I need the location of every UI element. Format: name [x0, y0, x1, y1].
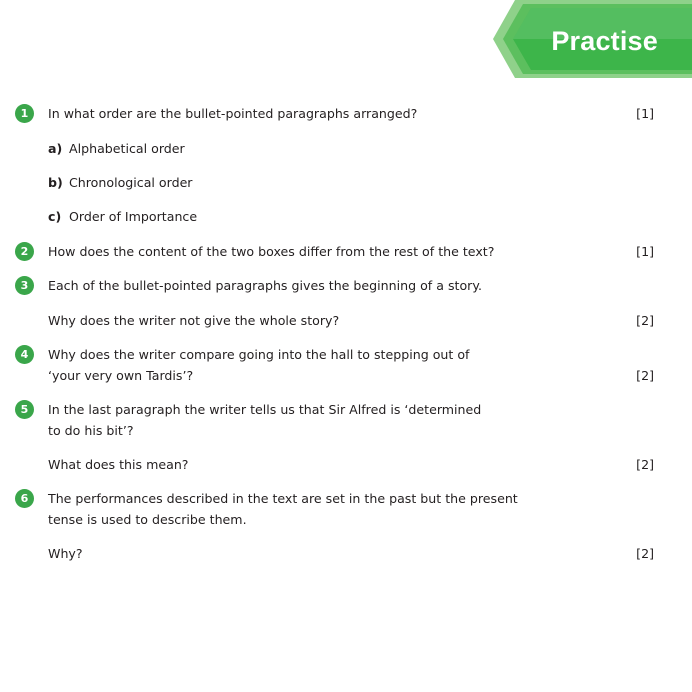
- question-text: In what order are the bullet-pointed paragraphs arranged?: [48, 106, 418, 121]
- question-mark: [1]: [636, 244, 654, 259]
- option-item: [48, 206, 197, 227]
- question-number-badge: 6: [15, 489, 34, 508]
- option-label: c): [48, 209, 62, 224]
- question-followup: Why?: [48, 546, 83, 561]
- question-followup: What does this mean?: [48, 457, 189, 472]
- question-mark: [2]: [636, 546, 654, 561]
- question-mark: [2]: [636, 313, 654, 328]
- question-mark: [2]: [636, 457, 654, 472]
- question-text: How does the content of the two boxes differ from the rest of the text?: [48, 244, 495, 259]
- question-text: Each of the bullet-pointed paragraphs gives the beginning of a story.: [48, 278, 483, 293]
- option-text: Chronological order: [69, 175, 193, 190]
- question-text-line2: tense is used to describe them.: [48, 512, 247, 527]
- question-mark: [1]: [636, 106, 654, 121]
- question-number-badge: 2: [15, 242, 34, 261]
- option-text: Order of Importance: [69, 209, 198, 224]
- option-label: b): [48, 175, 63, 190]
- option-label: a): [48, 141, 63, 156]
- banner-title: Practise: [551, 26, 658, 56]
- question-number-badge: 1: [15, 104, 34, 123]
- question-text-line1: In the last paragraph the writer tells us that Sir Alfred is ‘determined: [48, 402, 482, 417]
- question-text-line2: ‘your very own Tardis’?: [48, 368, 194, 383]
- question-text-line1: Why does the writer compare going into the hall to stepping out of: [48, 347, 470, 362]
- question-text-line2: to do his bit’?: [48, 423, 134, 438]
- question-mark: [2]: [636, 368, 654, 383]
- question-number-badge: 4: [15, 345, 34, 364]
- question-text-line1: The performances described in the text are set in the past but the present: [48, 491, 518, 506]
- option-item: [48, 172, 193, 193]
- option-text: Alphabetical order: [69, 141, 185, 156]
- question-followup: Why does the writer not give the whole story?: [48, 313, 340, 328]
- question-number-badge: 5: [15, 400, 34, 419]
- option-item: [48, 138, 185, 159]
- question-number-badge: 3: [15, 276, 34, 295]
